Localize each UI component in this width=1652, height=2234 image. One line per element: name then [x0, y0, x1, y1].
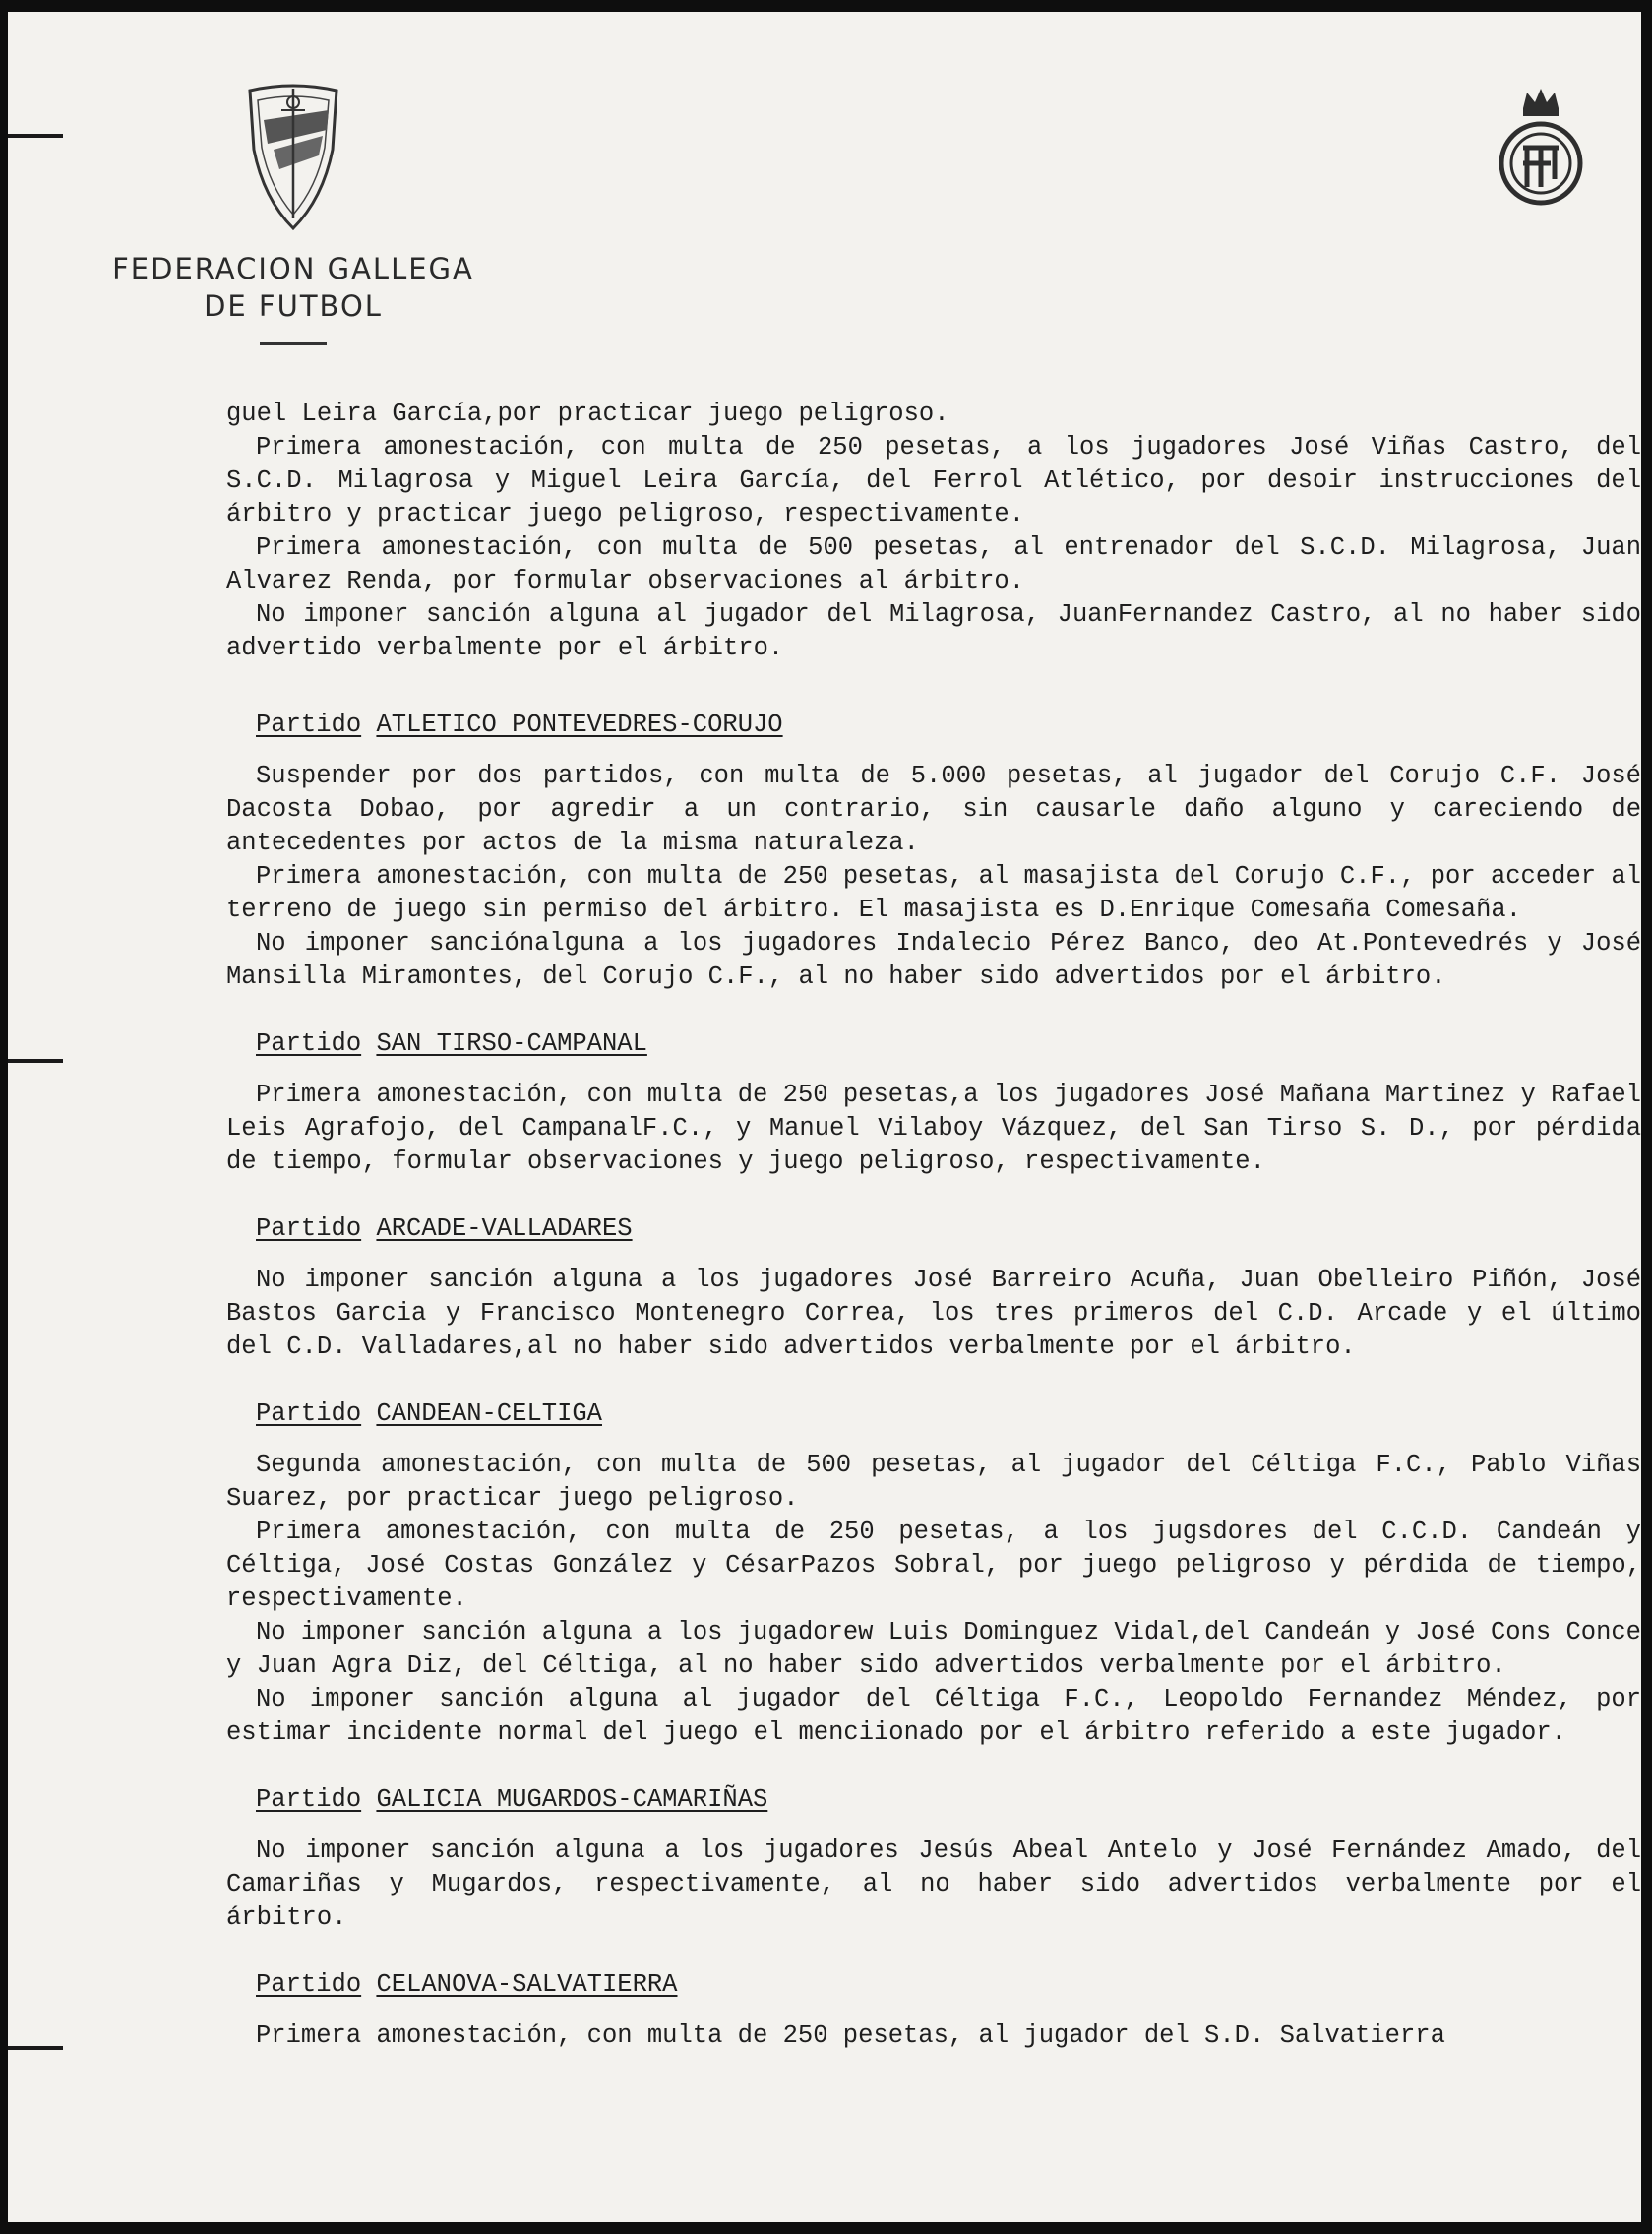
- ruling-paragraph: No imponer sanciónalguna a los jugadores Indalecio Pérez Banco, deo At.Pontevedrés y José Mansilla Miramontes, del Corujo C.F., al no haber sido advertidos por el árbitro.: [226, 929, 1641, 991]
- ruling-paragraph: No imponer sanción alguna a los jugadores José Barreiro Acuña, Juan Obelleiro Piñón, José Bastos Garcia y Francisco Montenegro Correa, los tres primeros del C.D. Arcade y el último del C.D. Valladares,al no haber sido advertidos verbalmente por el árbitro.: [226, 1266, 1641, 1361]
- ruling-paragraph: No imponer sanción alguna al jugador del Céltiga F.C., Leopoldo Fernandez Méndez, por estimar incidente normal del juego el menciionado por el árbitro referido a este jugador.: [226, 1685, 1641, 1747]
- federation-name-line2: DE FUTBOL: [204, 289, 383, 323]
- match-heading-teams: CANDEAN-CELTIGA: [376, 1399, 602, 1428]
- document-body: [226, 398, 1641, 2053]
- federation-name-line1: FEDERACION GALLEGA: [112, 252, 474, 285]
- match-heading-label: Partido: [256, 1399, 362, 1428]
- opening-paragraph: No imponer sanción alguna al jugador del Milagrosa, JuanFernandez Castro, al no haber sido advertido verbalmente por el árbitro.: [226, 600, 1641, 662]
- ruling-paragraph: Primera amonestación, con multa de 250 pesetas, al jugador del S.D. Salvatierra: [256, 2021, 1445, 2050]
- document-page: [8, 12, 1641, 2222]
- match-heading-teams: GALICIA MUGARDOS-CAMARIÑAS: [376, 1785, 768, 1814]
- match-heading-label: Partido: [256, 1029, 362, 1058]
- match-heading: [256, 1783, 1641, 1817]
- match-heading-teams: CELANOVA-SALVATIERRA: [376, 1970, 678, 1999]
- ruling-paragraph: Primera amonestación, con multa de 250 pesetas, al masajista del Corujo C.F., por acceder al terreno de juego sin permiso del árbitro. El masajista es D.Enrique Comesaña Comesaña.: [226, 862, 1641, 924]
- binder-tab: [8, 1059, 63, 1063]
- match-heading: [256, 1212, 1641, 1246]
- match-heading: [256, 1397, 1641, 1431]
- match-heading-teams: ARCADE-VALLADARES: [376, 1214, 633, 1243]
- match-heading-label: Partido: [256, 1970, 362, 1999]
- match-heading: [256, 709, 1641, 742]
- match-heading-label: Partido: [256, 1785, 362, 1814]
- ruling-paragraph: No imponer sanción alguna a los jugadores Jesús Abeal Antelo y José Fernández Amado, del Camariñas y Mugardos, respectivamente, al no haber sido advertidos verbalmente por el árbitro.: [226, 1836, 1641, 1932]
- ruling-paragraph: Segunda amonestación, con multa de 500 pesetas, al jugador del Céltiga F.C., Pablo Viñas Suarez, por practicar juego peligroso.: [226, 1451, 1641, 1513]
- match-heading: [256, 1968, 1641, 2002]
- opening-paragraph: Primera amonestación, con multa de 250 pesetas, a los jugadores José Viñas Castro, del S.C.D. Milagrosa y Miguel Leira García, del Ferrol Atlético, por desoir instrucciones del árbitro y practicar juego peligroso, respectivamente.: [226, 433, 1641, 528]
- ruling-paragraph: Primera amonestación, con multa de 250 pesetas, a los jugsdores del C.C.D. Candeán y Céltiga, José Costas González y CésarPazos Sobral, por juego peligroso y pérdida de tiempo, respectivamente.: [226, 1518, 1641, 1613]
- federation-shield-emblem: [244, 81, 342, 238]
- binder-tab: [8, 2046, 63, 2050]
- ruling-paragraph: No imponer sanción alguna a los jugadorew Luis Dominguez Vidal,del Candeán y José Cons Conce y Juan Agra Diz, del Céltiga, al no haber sido advertidos verbalmente por el árbitro.: [226, 1618, 1641, 1680]
- letterhead-rule: [260, 342, 327, 345]
- rfef-crown-emblem: [1494, 83, 1588, 213]
- letterhead: [87, 81, 500, 345]
- ruling-paragraph: Primera amonestación, con multa de 250 pesetas,a los jugadores José Mañana Martinez y Rafael Leis Agrafojo, del CampanalF.C., y Manuel Vilaboy Vázquez, del San Tirso S. D., por pérdida de tiempo, formular observaciones y juego peligroso, respectivamente.: [226, 1081, 1641, 1176]
- ruling-paragraph: Suspender por dos partidos, con multa de 5.000 pesetas, al jugador del Corujo C.F. José Dacosta Dobao, por agredir a un contrario, sin causarle daño alguno y careciendo de antecedentes por actos de la misma naturaleza.: [226, 762, 1641, 857]
- match-heading-teams: ATLETICO PONTEVEDRES-CORUJO: [376, 711, 783, 739]
- opening-paragraph: guel Leira García,por practicar juego peligroso.: [226, 400, 949, 428]
- match-heading-teams: SAN TIRSO-CAMPANAL: [376, 1029, 647, 1058]
- match-heading-label: Partido: [256, 711, 362, 739]
- match-heading-label: Partido: [256, 1214, 362, 1243]
- match-heading: [256, 1027, 1641, 1061]
- opening-paragraph: Primera amonestación, con multa de 500 pesetas, al entrenador del S.C.D. Milagrosa, Juan Alvarez Renda, por formular observaciones al árbitro.: [226, 533, 1641, 595]
- binder-tab: [8, 134, 63, 138]
